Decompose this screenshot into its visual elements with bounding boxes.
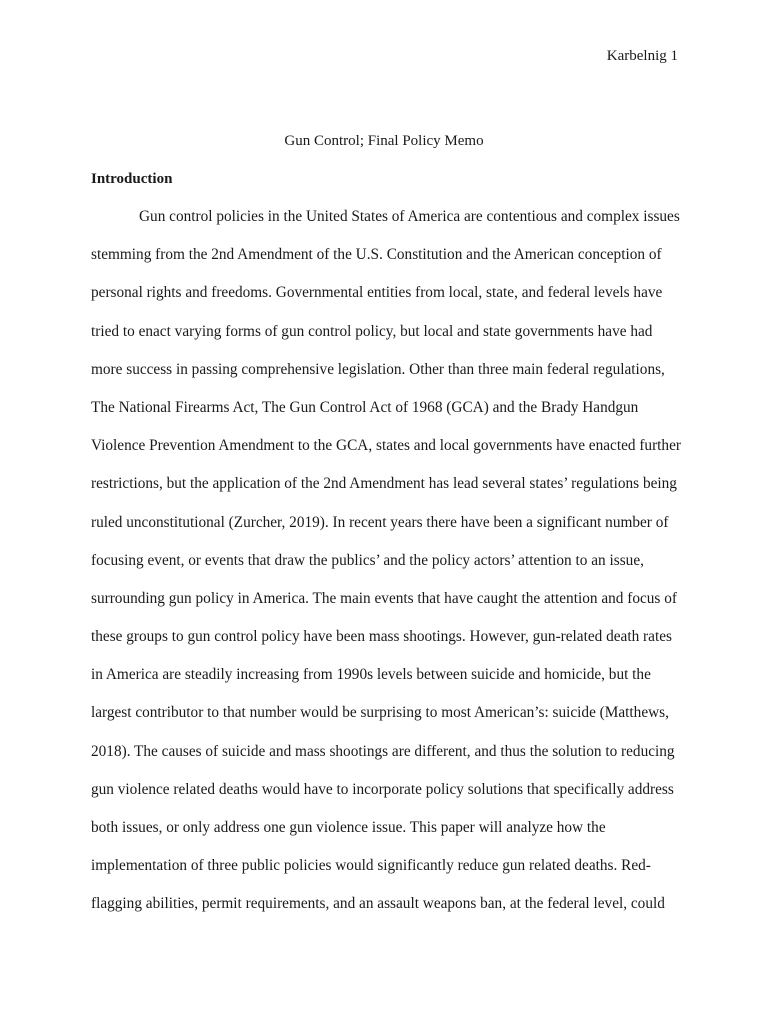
text-line: more success in passing comprehensive legislation. Other than three main federal regulations, [91, 360, 665, 378]
text-line: in America are steadily increasing from 1990s levels between suicide and homicide, but the [91, 666, 651, 684]
text-line: 2018). The causes of suicide and mass shootings are different, and thus the solution to reducing [91, 742, 675, 760]
section-heading: Introduction [91, 171, 173, 187]
text-line: personal rights and freedoms. Governmental entities from local, state, and federal levels have [91, 284, 663, 302]
body-paragraph [91, 207, 681, 933]
text-line: largest contributor to that number would be surprising to most American’s: suicide (Matthews, [91, 704, 669, 722]
text-line: stemming from the 2nd Amendment of the U.S. Constitution and the American conception of [91, 246, 662, 264]
text-line: ruled unconstitutional (Zurcher, 2019). In recent years there have been a significant number of [91, 513, 669, 531]
text-line: gun violence related deaths would have to incorporate policy solutions that specifically address [91, 780, 674, 798]
text-line: Violence Prevention Amendment to the GCA, states and local governments have enacted further [91, 437, 681, 455]
text-line: Gun control policies in the United States of America are contentious and complex issues [139, 208, 680, 225]
text-line: restrictions, but the application of the 2nd Amendment has lead several states’ regulations being [91, 475, 677, 493]
text-line: these groups to gun control policy have been mass shootings. However, gun-related death rates [91, 628, 672, 646]
text-line: implementation of three public policies would significantly reduce gun related deaths. Red- [91, 857, 651, 875]
running-head: Karbelnig 1 [606, 48, 678, 64]
text-line: both issues, or only address one gun violence issue. This paper will analyze how the [91, 819, 606, 836]
text-line: surrounding gun policy in America. The main events that have caught the attention and focus of [91, 589, 677, 607]
text-line: tried to enact varying forms of gun control policy, but local and state governments have had [91, 322, 653, 340]
document-title: Gun Control; Final Policy Memo [284, 133, 484, 149]
text-line: focusing event, or events that draw the publics’ and the policy actors’ attention to an issue, [91, 551, 644, 569]
text-line: flagging abilities, permit requirements, and an assault weapons ban, at the federal level, could [91, 895, 665, 913]
text-line: The National Firearms Act, The Gun Control Act of 1968 (GCA) and the Brady Handgun [91, 398, 639, 416]
